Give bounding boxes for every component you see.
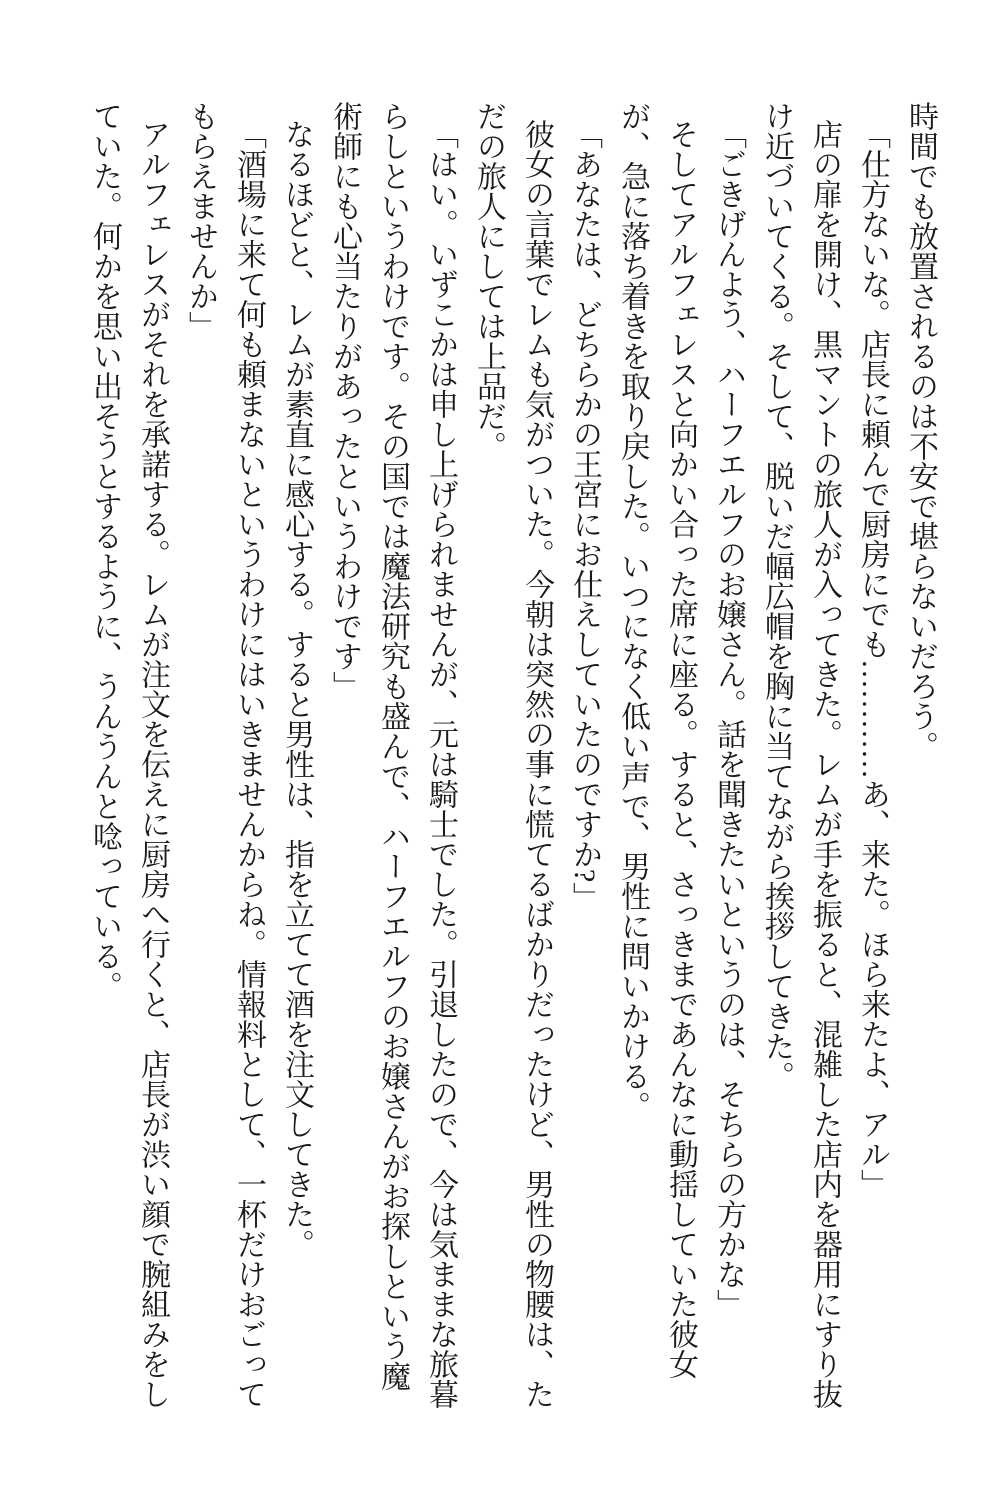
paragraph: 時間でも放置されるのは不安で堪らないだろう。 <box>904 101 937 761</box>
paragraph: 「酒場に来て何も頼まないというわけにはいきませんからね。情報料として、一杯だけおごってもらえませんか」 <box>184 101 265 1409</box>
paragraph: 彼女の言葉でレムも気がついた。今朝は突然の事に慌てるばかりだったけど、男性の物腰は、ただの旅人にしては上品だ。 <box>472 101 553 1409</box>
paragraph: 店の扉を開け、黒マントの旅人が入ってきた。レムが手を振ると、混雑した店内を器用にすり抜け近づいてくる。そして、脱いだ幅広帽を胸に当てながら挨拶してきた。 <box>760 101 841 1409</box>
novel-page-text <box>80 101 944 1413</box>
paragraph: 「仕方ないな。店長に頼んで厨房にでも…………あ、来た。ほら来たよ、アル」 <box>856 119 889 1199</box>
paragraph: そしてアルフェレスと向かい合った席に座る。すると、さっきまであんなに動揺していた彼女が、急に落ち着きを取り戻した。いつになく低い声で、男性に問いかける。 <box>616 101 697 1379</box>
paragraph: なるほどと、レムが素直に感心する。すると男性は、指を立てて酒を注文してきた。 <box>280 119 313 1259</box>
paragraph: 「ごきげんよう、ハーフエルフのお嬢さん。話を聞きたいというのは、そちらの方かな」 <box>712 119 745 1319</box>
paragraph: 「あなたは、どちらかの王宮にお仕えしていたのですか?」 <box>568 119 601 913</box>
paragraph: アルフェレスがそれを承諾する。レムが注文を伝えに厨房へ行くと、店長が渋い顔で腕組みをしていた。何かを思い出そうとするように、うんうんと唸っている。 <box>88 101 169 1409</box>
paragraph: 「はい。いずこかは申し上げられませんが、元は騎士でした。引退したので、今は気ままな旅暮らしというわけです。その国では魔法研究も盛んで、ハーフエルフのお嬢さんがお探しという魔術師にも心当たりがあったというわけです」 <box>328 101 457 1409</box>
